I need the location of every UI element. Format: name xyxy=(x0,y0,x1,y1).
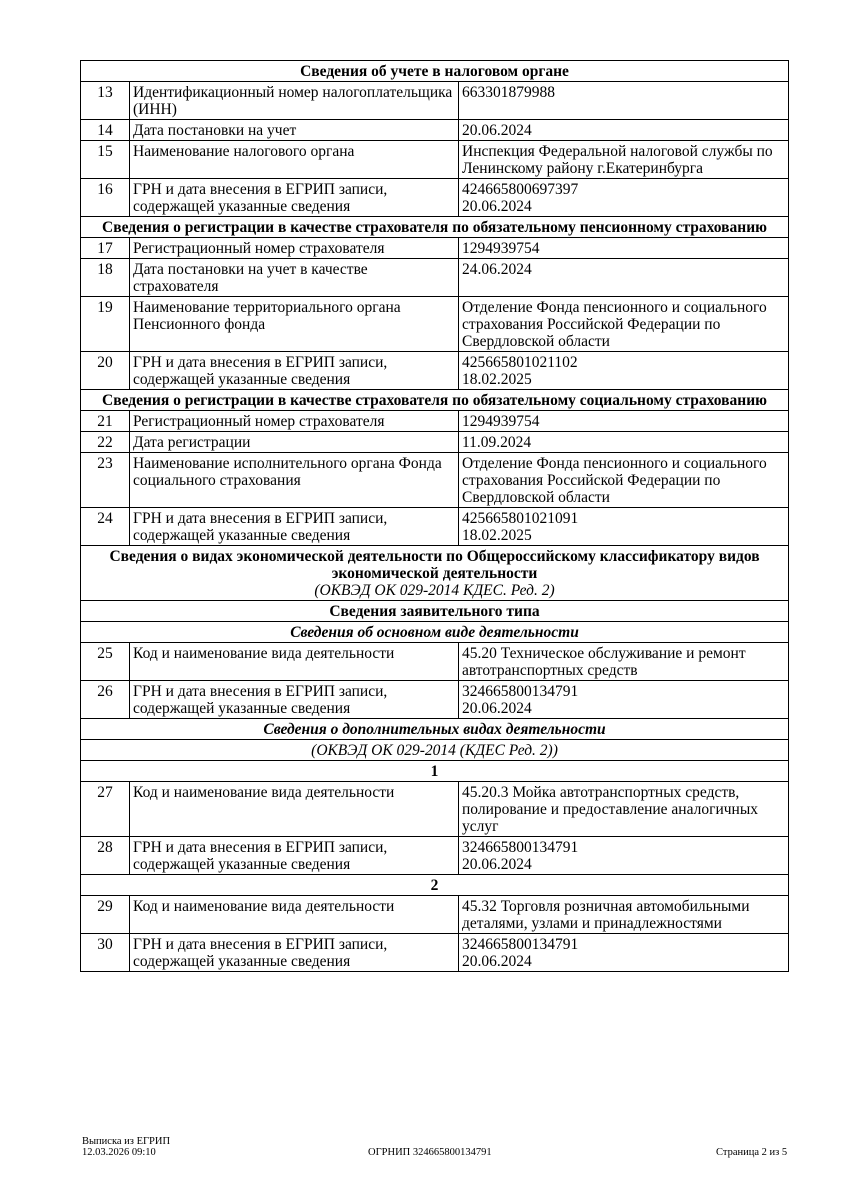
section-row xyxy=(81,719,789,740)
section-header xyxy=(81,390,789,411)
footer-ogrnip: ОГРНИП 324665800134791 xyxy=(368,1147,492,1158)
row-value-line: 45.20 Техническое обслуживание и ремонт автотранспортных средств xyxy=(462,645,746,679)
section-row xyxy=(81,217,789,238)
section-title: Сведения о дополнительных видах деятельности xyxy=(263,721,606,738)
section-row xyxy=(81,761,789,782)
table-row xyxy=(81,508,789,546)
section-title: 2 xyxy=(430,877,439,894)
section-header xyxy=(81,740,789,761)
section-title: Сведения об учете в налоговом органе xyxy=(300,63,569,80)
section-header xyxy=(81,622,789,643)
section-row xyxy=(81,546,789,601)
footer-doc-title: Выписка из ЕГРИП xyxy=(82,1136,171,1147)
table-row xyxy=(81,352,789,390)
row-value-line: 20.06.2024 xyxy=(462,700,532,717)
row-number: 30 xyxy=(81,934,130,972)
row-value xyxy=(459,82,789,120)
row-label: Регистрационный номер страхователя xyxy=(130,238,459,259)
row-number: 14 xyxy=(81,120,130,141)
row-number: 21 xyxy=(81,411,130,432)
section-header xyxy=(81,546,789,601)
row-value xyxy=(459,508,789,546)
row-value-line: 20.06.2024 xyxy=(462,856,532,873)
row-label: Дата постановки на учет xyxy=(130,120,459,141)
entry-index xyxy=(81,875,789,896)
row-number: 18 xyxy=(81,259,130,297)
row-label: Код и наименование вида деятельности xyxy=(130,643,459,681)
row-label: Дата регистрации xyxy=(130,432,459,453)
row-number: 22 xyxy=(81,432,130,453)
row-value xyxy=(459,238,789,259)
table-row xyxy=(81,259,789,297)
row-number: 28 xyxy=(81,837,130,875)
table-row xyxy=(81,896,789,934)
row-value xyxy=(459,643,789,681)
row-number: 19 xyxy=(81,297,130,352)
row-number: 13 xyxy=(81,82,130,120)
row-value-line: 20.06.2024 xyxy=(462,122,532,139)
table-row xyxy=(81,643,789,681)
row-value xyxy=(459,934,789,972)
row-value xyxy=(459,120,789,141)
section-row xyxy=(81,740,789,761)
row-number: 15 xyxy=(81,141,130,179)
row-number: 20 xyxy=(81,352,130,390)
row-label: ГРН и дата внесения в ЕГРИП записи, содержащей указанные сведения xyxy=(130,179,459,217)
section-row xyxy=(81,61,789,82)
table-row xyxy=(81,141,789,179)
section-header xyxy=(81,601,789,622)
footer-page-number: Страница 2 из 5 xyxy=(716,1147,788,1158)
section-title: Сведения о регистрации в качестве страхователя по обязательному социальному страхованию xyxy=(102,392,767,409)
table-row xyxy=(81,934,789,972)
row-value-line: 45.20.3 Мойка автотранспортных средств, полирование и предоставление аналогичных услуг xyxy=(462,784,758,835)
row-label: Идентификационный номер налогоплательщика (ИНН) xyxy=(130,82,459,120)
table-row xyxy=(81,837,789,875)
section-title: Сведения об основном виде деятельности xyxy=(290,624,579,641)
row-label: Дата постановки на учет в качестве страхователя xyxy=(130,259,459,297)
table-row xyxy=(81,681,789,719)
row-value-line: 24.06.2024 xyxy=(462,261,532,278)
row-label: Наименование исполнительного органа Фонда социального страхования xyxy=(130,453,459,508)
row-label: ГРН и дата внесения в ЕГРИП записи, содержащей указанные сведения xyxy=(130,837,459,875)
row-value-line: 11.09.2024 xyxy=(462,434,532,451)
row-value-line: 663301879988 xyxy=(462,84,555,101)
section-title: Сведения о видах экономической деятельности по Общероссийскому классификатору видов экономической деятельности xyxy=(109,548,760,582)
row-number: 17 xyxy=(81,238,130,259)
row-value-line: 18.02.2025 xyxy=(462,527,532,544)
row-value-line: 1294939754 xyxy=(462,413,540,430)
row-value xyxy=(459,453,789,508)
row-label: ГРН и дата внесения в ЕГРИП записи, содержащей указанные сведения xyxy=(130,352,459,390)
section-header xyxy=(81,61,789,82)
section-row xyxy=(81,601,789,622)
row-value xyxy=(459,141,789,179)
row-value-line: 425665801021102 xyxy=(462,354,578,371)
section-title: 1 xyxy=(430,763,439,780)
section-row xyxy=(81,390,789,411)
table-row xyxy=(81,238,789,259)
row-value-line: 324665800134791 xyxy=(462,936,579,953)
table-row xyxy=(81,120,789,141)
row-value xyxy=(459,179,789,217)
table-row xyxy=(81,297,789,352)
row-label: Наименование территориального органа Пенсионного фонда xyxy=(130,297,459,352)
row-number: 23 xyxy=(81,453,130,508)
row-label: ГРН и дата внесения в ЕГРИП записи, содержащей указанные сведения xyxy=(130,681,459,719)
section-subtitle: (ОКВЭД ОК 029-2014 КДЕС. Ред. 2) xyxy=(314,582,555,599)
table-row xyxy=(81,82,789,120)
row-value xyxy=(459,837,789,875)
row-value xyxy=(459,896,789,934)
row-value-line: 18.02.2025 xyxy=(462,371,532,388)
row-value xyxy=(459,681,789,719)
row-number: 25 xyxy=(81,643,130,681)
row-value-line: 1294939754 xyxy=(462,240,540,257)
table-row xyxy=(81,782,789,837)
row-label: Код и наименование вида деятельности xyxy=(130,782,459,837)
row-value-line: 45.32 Торговля розничная автомобильными деталями, узлами и принадлежностями xyxy=(462,898,750,932)
entry-index xyxy=(81,761,789,782)
row-value-line: Отделение Фонда пенсионного и социального страхования Российской Федерации по Свердловской области xyxy=(462,299,767,350)
row-number: 26 xyxy=(81,681,130,719)
row-value-line: 20.06.2024 xyxy=(462,198,532,215)
row-value xyxy=(459,297,789,352)
row-label: Код и наименование вида деятельности xyxy=(130,896,459,934)
row-value xyxy=(459,782,789,837)
row-number: 27 xyxy=(81,782,130,837)
row-value xyxy=(459,352,789,390)
section-title: Сведения о регистрации в качестве страхователя по обязательному пенсионному страхованию xyxy=(102,219,767,236)
row-value xyxy=(459,259,789,297)
row-label: ГРН и дата внесения в ЕГРИП записи, содержащей указанные сведения xyxy=(130,508,459,546)
row-value-line: 424665800697397 xyxy=(462,181,579,198)
footer-doc-info xyxy=(82,1136,170,1158)
section-header xyxy=(81,719,789,740)
section-row xyxy=(81,622,789,643)
table-row xyxy=(81,432,789,453)
row-value-line: Инспекция Федеральной налоговой службы по Ленинскому району г.Екатеринбурга xyxy=(462,143,773,177)
section-header xyxy=(81,217,789,238)
row-label: ГРН и дата внесения в ЕГРИП записи, содержащей указанные сведения xyxy=(130,934,459,972)
footer-datetime: 12.03.2026 09:10 xyxy=(82,1147,156,1158)
section-title: (ОКВЭД ОК 029-2014 (КДЕС Ред. 2)) xyxy=(311,742,558,759)
row-value-line: 324665800134791 xyxy=(462,839,579,856)
section-row xyxy=(81,875,789,896)
row-label: Наименование налогового органа xyxy=(130,141,459,179)
egrip-table xyxy=(80,60,789,972)
section-title: Сведения заявительного типа xyxy=(329,603,540,620)
row-label: Регистрационный номер страхователя xyxy=(130,411,459,432)
row-value-line: 324665800134791 xyxy=(462,683,579,700)
table-row xyxy=(81,453,789,508)
row-value xyxy=(459,411,789,432)
row-number: 24 xyxy=(81,508,130,546)
row-number: 16 xyxy=(81,179,130,217)
row-value-line: 425665801021091 xyxy=(462,510,579,527)
table-row xyxy=(81,179,789,217)
row-value-line: Отделение Фонда пенсионного и социального страхования Российской Федерации по Свердловской области xyxy=(462,455,767,506)
table-row xyxy=(81,411,789,432)
row-number: 29 xyxy=(81,896,130,934)
row-value-line: 20.06.2024 xyxy=(462,953,532,970)
row-value xyxy=(459,432,789,453)
